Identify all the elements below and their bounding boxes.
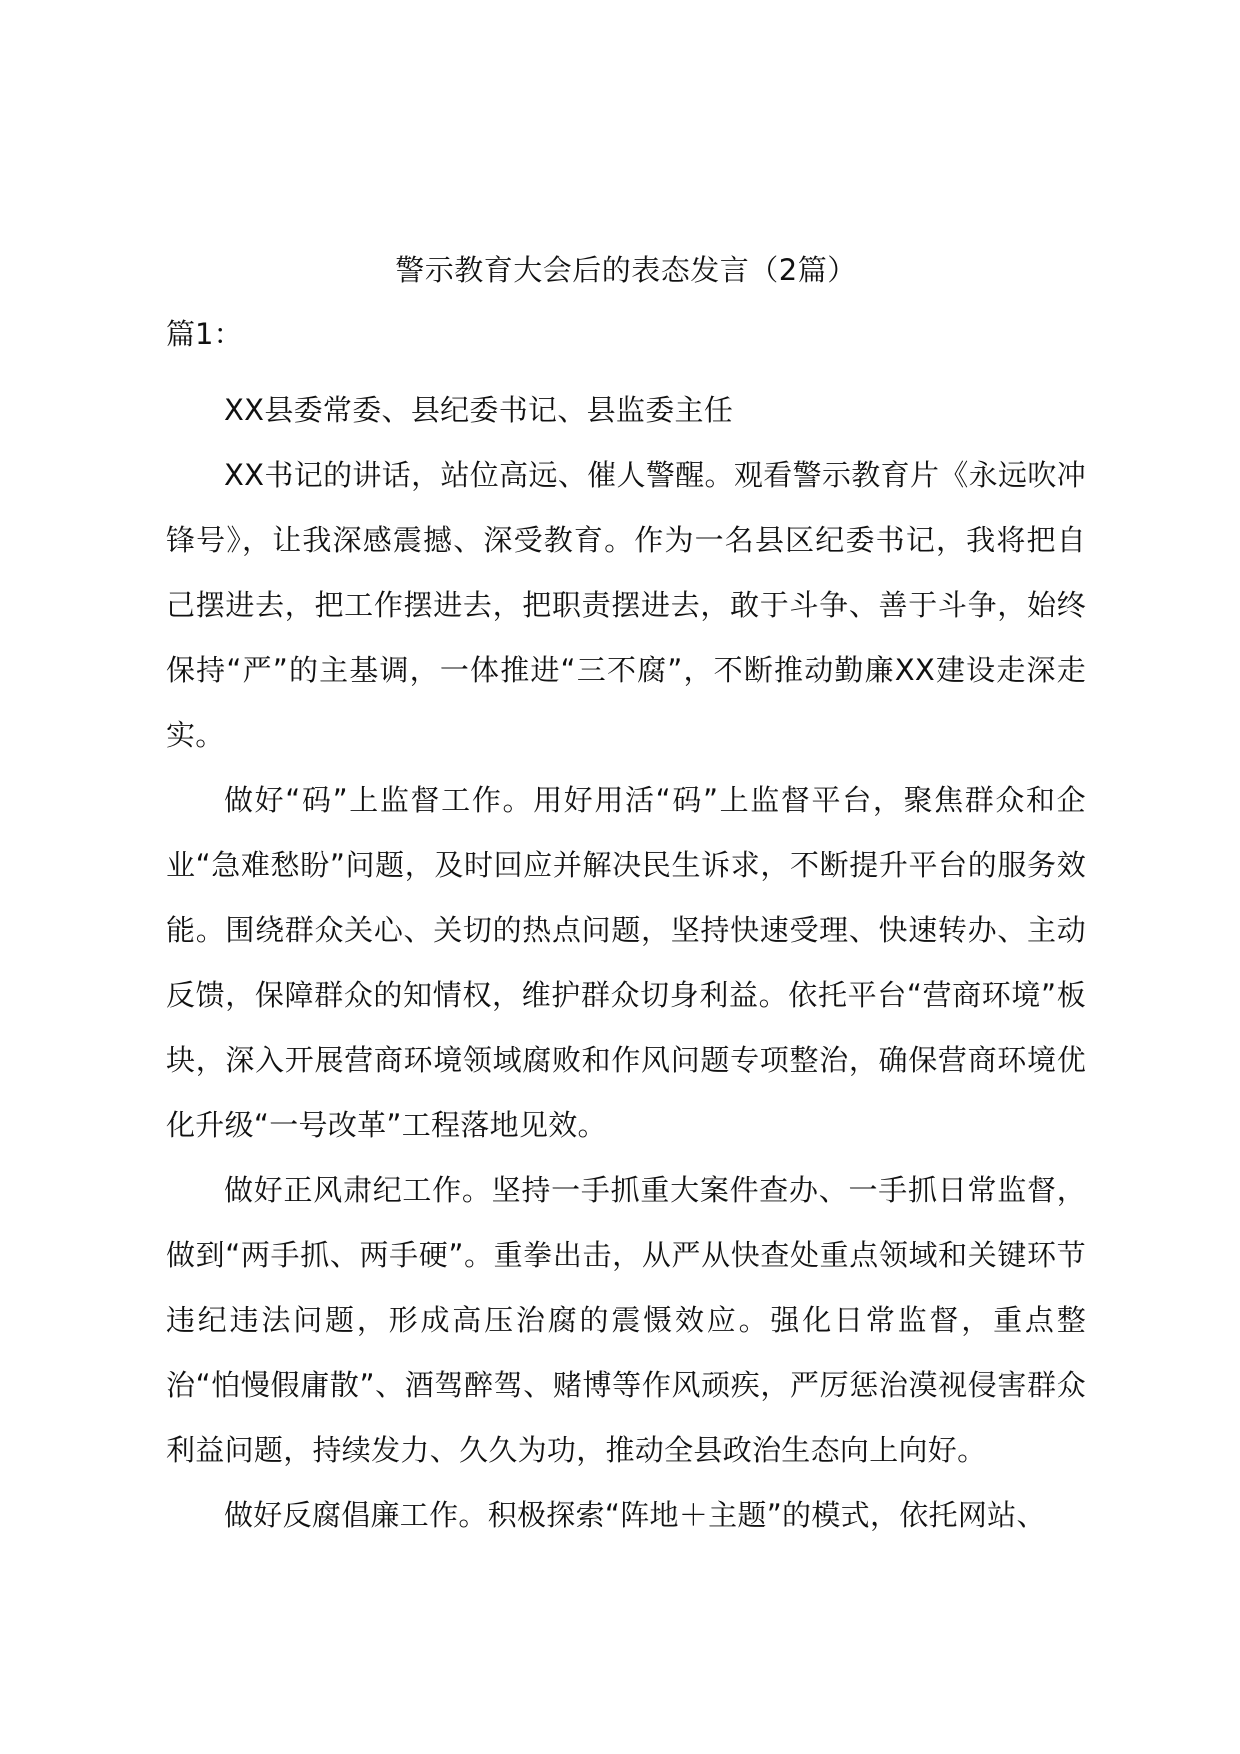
document-title: 警示教育大会后的表态发言（2篇） xyxy=(395,253,857,287)
paragraph-supervision: 做好“码”上监督工作。用好用活“码”上监督平台，聚焦群众和企业“急难愁盼”问题，及时回应并解决民生诉求，不断提升平台的服务效能。围绕群众关心、关切的热点问题，坚持快速受理、快速转办、主动反馈，保障群众的知情权，维护群众切身利益。依托平台“营商环境”板块，深入开展营商环境领域腐败和作风问题专项整治，确保营商环境优化升级“一号改革”工程落地见效。 xyxy=(166,783,1086,1142)
paragraph-intro: XX书记的讲话，站位高远、催人警醒。观看警示教育片《永远吹冲锋号》，让我深感震撼、深受教育。作为一名县区纪委书记，我将把自己摆进去，把工作摆进去，把职责摆进去，敢于斗争、善于斗争，始终保持“严”的主基调，一体推进“三不腐”，不断推动勤廉XX建设走深走实。 xyxy=(166,458,1086,752)
speaker-title: XX县委常委、县纪委书记、县监委主任 xyxy=(224,393,734,427)
part-label: 篇1： xyxy=(166,317,243,351)
paragraph-discipline: 做好正风肃纪工作。坚持一手抓重大案件查办、一手抓日常监督，做到“两手抓、两手硬”。重拳出击，从严从快查处重点领域和关键环节违纪违法问题，形成高压治腐的震慑效应。强化日常监督，重点整治“怕慢假庸散”、酒驾醉驾、赌博等作风顽疾，严厉惩治漠视侵害群众利益问题，持续发力、久久为功，推动全县政治生态向上向好。 xyxy=(166,1173,1086,1467)
document-body xyxy=(166,250,1086,1548)
paragraph-anticorruption: 做好反腐倡廉工作。积极探索“阵地＋主题”的模式，依托网站、 xyxy=(224,1498,1046,1532)
